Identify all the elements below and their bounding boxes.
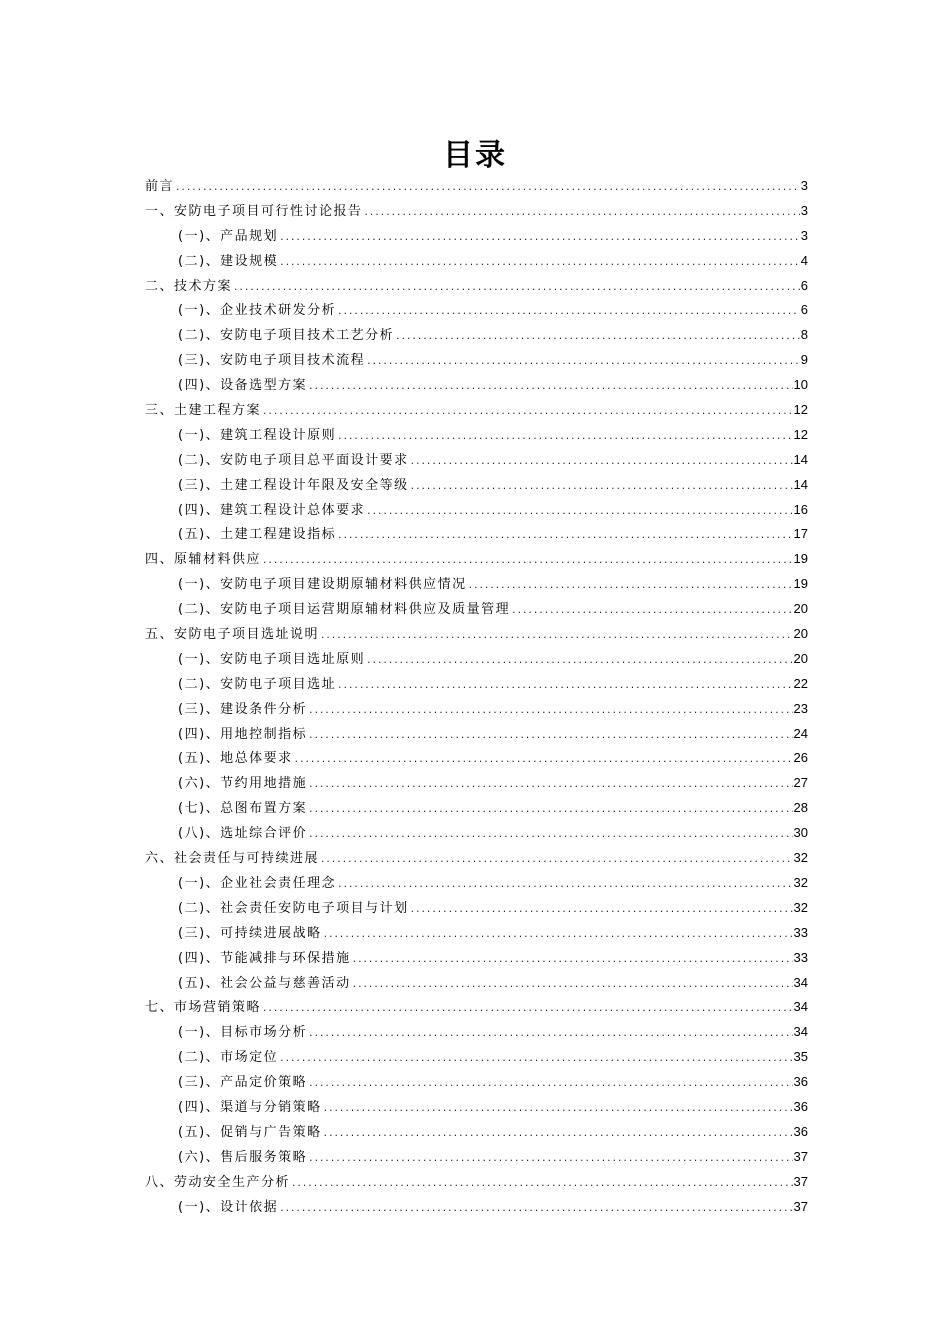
toc-entry-label: (五)、地总体要求 [178, 751, 293, 767]
toc-dot-leader [323, 923, 793, 948]
toc-dot-leader [279, 1197, 792, 1222]
toc-entry[interactable] [145, 1170, 808, 1195]
toc-entry[interactable] [145, 946, 808, 971]
toc-dot-leader [308, 1022, 792, 1047]
toc-entry-label: (七)、总图布置方案 [178, 801, 308, 817]
toc-entry-page-number: 12 [793, 426, 808, 442]
toc-entry-label: (六)、节约用地措施 [178, 776, 308, 792]
toc-entry[interactable] [145, 771, 808, 796]
toc-dot-leader [337, 674, 792, 699]
toc-entry-label: (五)、促销与广告策略 [178, 1124, 322, 1140]
toc-entry[interactable] [145, 498, 808, 523]
toc-dot-leader [395, 325, 800, 350]
toc-entry-label: (六)、售后服务策略 [178, 1149, 308, 1165]
toc-entry-page-number: 36 [793, 1074, 808, 1090]
toc-entry[interactable] [145, 995, 808, 1020]
toc-entry[interactable] [145, 971, 808, 996]
toc-entry[interactable] [145, 896, 808, 921]
toc-entry[interactable] [145, 821, 808, 846]
toc-entry-label: (三)、土建工程设计年限及安全等级 [178, 477, 409, 493]
toc-entry-label: (一)、安防电子项目选址原则 [178, 651, 366, 667]
toc-dot-leader [337, 873, 792, 898]
toc-entry-label: (四)、节能减排与环保措施 [178, 950, 351, 966]
toc-entry[interactable] [145, 1045, 808, 1070]
toc-entry-page-number: 20 [793, 650, 808, 666]
toc-entry-page-number: 10 [793, 377, 808, 393]
toc-entry-page-number: 22 [793, 675, 808, 691]
toc-entry-label: (八)、选址综合评价 [178, 826, 308, 842]
toc-dot-leader [364, 201, 800, 226]
toc-entry-label: (四)、设备选型方案 [178, 378, 308, 394]
toc-entry-label: (一)、产品规划 [178, 228, 279, 244]
toc-dot-leader [320, 848, 793, 873]
toc-dot-leader [175, 176, 800, 201]
toc-entry-page-number: 14 [793, 476, 808, 492]
toc-entry-page-number: 6 [800, 302, 808, 318]
toc-entry-label: 五、安防电子项目选址说明 [145, 627, 320, 643]
toc-dot-leader [308, 724, 792, 749]
toc-entry[interactable] [145, 1145, 808, 1170]
toc-entry-label: (二)、安防电子项目选址 [178, 676, 337, 692]
toc-entry[interactable] [145, 746, 808, 771]
toc-entry-label: 四、原辅材料供应 [145, 552, 262, 568]
toc-entry-page-number: 14 [793, 451, 808, 467]
toc-entry[interactable] [145, 1070, 808, 1095]
toc-entry[interactable] [145, 473, 808, 498]
toc-entry-label: (四)、建筑工程设计总体要求 [178, 502, 366, 518]
toc-entry-page-number: 32 [793, 899, 808, 915]
toc-entry[interactable] [145, 921, 808, 946]
toc-entry-label: 一、安防电子项目可行性讨论报告 [145, 203, 363, 219]
toc-list [145, 174, 808, 1219]
toc-dot-leader [308, 1147, 792, 1172]
toc-entry-page-number: 3 [800, 202, 808, 218]
toc-dot-leader [291, 1172, 793, 1197]
toc-entry-page-number: 32 [793, 874, 808, 890]
toc-dot-leader [262, 997, 793, 1022]
toc-dot-leader [279, 1047, 792, 1072]
toc-dot-leader [262, 549, 793, 574]
toc-dot-leader [320, 624, 793, 649]
toc-entry[interactable] [145, 274, 808, 299]
toc-dot-leader [233, 276, 800, 301]
toc-dot-leader [308, 1072, 792, 1097]
toc-entry-page-number: 17 [793, 526, 808, 542]
toc-dot-leader [410, 475, 793, 500]
toc-entry-label: (三)、安防电子项目技术流程 [178, 353, 366, 369]
toc-entry-page-number: 37 [793, 1173, 808, 1189]
toc-entry[interactable] [145, 846, 808, 871]
toc-entry-page-number: 3 [800, 227, 808, 243]
toc-entry-label: (三)、建设条件分析 [178, 701, 308, 717]
toc-entry-label: (三)、产品定价策略 [178, 1075, 308, 1091]
toc-entry-label: (二)、建设规模 [178, 253, 279, 269]
toc-dot-leader [352, 973, 793, 998]
toc-entry[interactable] [145, 697, 808, 722]
toc-entry-page-number: 34 [793, 999, 808, 1015]
toc-entry-page-number: 28 [793, 800, 808, 816]
toc-entry-label: (五)、社会公益与慈善活动 [178, 975, 351, 991]
toc-dot-leader [323, 1097, 793, 1122]
toc-entry-page-number: 19 [793, 576, 808, 592]
toc-entry-label: 二、技术方案 [145, 278, 233, 294]
toc-entry-label: (五)、土建工程建设指标 [178, 527, 337, 543]
toc-entry[interactable] [145, 1095, 808, 1120]
toc-entry[interactable] [145, 224, 808, 249]
toc-entry[interactable] [145, 672, 808, 697]
toc-entry[interactable] [145, 622, 808, 647]
toc-entry-page-number: 19 [793, 551, 808, 567]
toc-entry[interactable] [145, 423, 808, 448]
toc-entry[interactable] [145, 647, 808, 672]
toc-entry[interactable] [145, 199, 808, 224]
toc-entry-label: 前言 [145, 179, 175, 194]
toc-entry-page-number: 26 [793, 750, 808, 766]
toc-entry-label: (三)、可持续进展战略 [178, 925, 322, 941]
toc-entry-page-number: 27 [793, 775, 808, 791]
toc-entry[interactable] [145, 373, 808, 398]
toc-entry[interactable] [145, 871, 808, 896]
toc-dot-leader [366, 500, 792, 525]
toc-entry-page-number: 9 [800, 352, 808, 368]
toc-dot-leader [468, 574, 793, 599]
toc-dot-leader [308, 823, 792, 848]
toc-entry[interactable] [145, 1020, 808, 1045]
toc-entry[interactable] [145, 174, 808, 199]
toc-dot-leader [279, 251, 800, 276]
toc-dot-leader [308, 773, 792, 798]
toc-entry-page-number: 23 [793, 700, 808, 716]
toc-entry-label: (一)、设计依据 [178, 1199, 279, 1215]
toc-entry-page-number: 12 [793, 402, 808, 418]
toc-entry-page-number: 33 [793, 924, 808, 940]
toc-dot-leader [410, 898, 793, 923]
toc-entry[interactable] [145, 1120, 808, 1145]
toc-entry[interactable] [145, 722, 808, 747]
toc-entry[interactable] [145, 796, 808, 821]
toc-dot-leader [308, 699, 792, 724]
toc-dot-leader [337, 300, 800, 325]
toc-entry-page-number: 20 [793, 626, 808, 642]
toc-entry[interactable] [145, 572, 808, 597]
toc-dot-leader [366, 649, 792, 674]
toc-entry[interactable] [145, 448, 808, 473]
toc-entry-page-number: 32 [793, 850, 808, 866]
toc-entry-page-number: 6 [800, 277, 808, 293]
toc-entry-page-number: 3 [800, 178, 808, 193]
toc-dot-leader [337, 425, 792, 450]
toc-dot-leader [337, 524, 792, 549]
toc-entry-label: (二)、安防电子项目技术工艺分析 [178, 328, 395, 344]
toc-dot-leader [262, 400, 793, 425]
toc-entry-page-number: 34 [793, 974, 808, 990]
toc-entry-label: (四)、用地控制指标 [178, 726, 308, 742]
toc-entry-page-number: 20 [793, 601, 808, 617]
toc-entry-page-number: 35 [793, 1049, 808, 1065]
toc-entry-label: (一)、安防电子项目建设期原辅材料供应情况 [178, 577, 467, 593]
toc-dot-leader [323, 1122, 793, 1147]
toc-entry-page-number: 36 [793, 1098, 808, 1114]
toc-entry-page-number: 34 [793, 1024, 808, 1040]
toc-entry-page-number: 33 [793, 949, 808, 965]
toc-entry-page-number: 37 [793, 1198, 808, 1214]
toc-dot-leader [511, 599, 792, 624]
toc-entry[interactable] [145, 323, 808, 348]
toc-entry[interactable] [145, 522, 808, 547]
toc-entry-label: (二)、安防电子项目总平面设计要求 [178, 452, 409, 468]
toc-entry-label: (一)、企业技术研发分析 [178, 303, 337, 319]
toc-entry[interactable] [145, 249, 808, 274]
toc-entry-page-number: 16 [793, 501, 808, 517]
toc-entry-label: 三、土建工程方案 [145, 403, 262, 419]
toc-entry-page-number: 24 [793, 725, 808, 741]
toc-entry-page-number: 4 [800, 252, 808, 268]
toc-entry[interactable] [145, 398, 808, 423]
toc-dot-leader [308, 798, 792, 823]
toc-entry-label: 六、社会责任与可持续进展 [145, 851, 320, 867]
toc-entry-page-number: 37 [793, 1148, 808, 1164]
toc-dot-leader [279, 226, 800, 251]
toc-entry[interactable] [145, 597, 808, 622]
toc-title: 目录 [443, 138, 507, 173]
toc-entry[interactable] [145, 547, 808, 572]
toc-entry-page-number: 36 [793, 1123, 808, 1139]
toc-entry-page-number: 30 [793, 825, 808, 841]
toc-entry-label: (二)、安防电子项目运营期原辅材料供应及质量管理 [178, 602, 511, 618]
toc-entry[interactable] [145, 1195, 808, 1220]
toc-entry-label: 七、市场营销策略 [145, 1000, 262, 1016]
toc-dot-leader [308, 375, 792, 400]
toc-dot-leader [410, 450, 793, 475]
toc-entry-label: (一)、企业社会责任理念 [178, 875, 337, 891]
toc-dot-leader [352, 948, 793, 973]
toc-entry[interactable] [145, 348, 808, 373]
toc-entry-page-number: 8 [800, 327, 808, 343]
toc-entry-label: (一)、目标市场分析 [178, 1025, 308, 1041]
toc-entry-label: (一)、建筑工程设计原则 [178, 427, 337, 443]
toc-dot-leader [294, 748, 793, 773]
toc-entry-label: (二)、社会责任安防电子项目与计划 [178, 900, 409, 916]
toc-entry[interactable] [145, 298, 808, 323]
toc-entry-label: (二)、市场定位 [178, 1050, 279, 1066]
toc-entry-label: 八、劳动安全生产分析 [145, 1174, 291, 1190]
toc-dot-leader [366, 350, 800, 375]
toc-entry-label: (四)、渠道与分销策略 [178, 1099, 322, 1115]
